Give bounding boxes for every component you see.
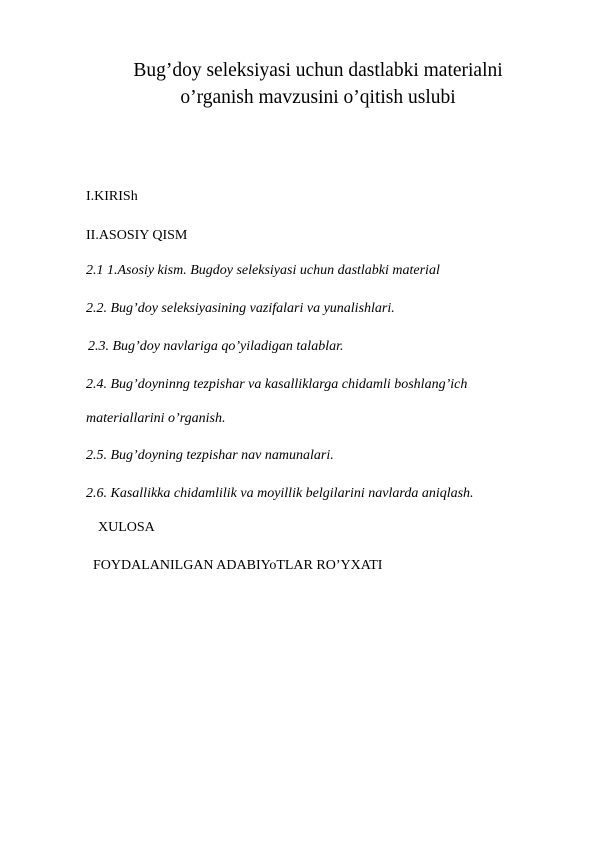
toc-item-2-3: 2.3. Bug’doy navlariga qo’yiladigan talablar. (88, 339, 344, 354)
toc-item-2-1: 2.1 1.Asosiy kism. Bugdoy seleksiyasi uchun dastlabki material (86, 263, 440, 278)
toc-item-2-6: 2.6. Kasallikka chidamlilik va moyillik belgilarini navlarda aniqlash. (86, 486, 474, 501)
toc-main-part: II.ASOSIY QISM (86, 228, 188, 243)
toc-item-2-4-line-2: materiallarini o’rganish. (86, 411, 226, 426)
title-line-1: Bug’doy seleksiyasi uchun dastlabki materialni (133, 60, 503, 81)
title-line-2: o’rganish mavzusini o’qitish uslubi (180, 87, 456, 108)
toc-references: FOYDALANILGAN ADABIYoTLAR RO’YXATI (93, 558, 383, 573)
toc-item-2-5: 2.5. Bug’doyning tezpishar nav namunalari. (86, 448, 334, 463)
document-title (40, 57, 596, 111)
toc-item-2-4-line-1: 2.4. Bug’doyninng tezpishar va kasalliklarga chidamli boshlang’ich (86, 377, 468, 392)
toc-intro: I.KIRISh (86, 189, 138, 204)
toc-item-2-2: 2.2. Bug’doy seleksiyasining vazifalari va yunalishlari. (86, 301, 395, 316)
toc-conclusion: XULOSA (98, 520, 155, 535)
